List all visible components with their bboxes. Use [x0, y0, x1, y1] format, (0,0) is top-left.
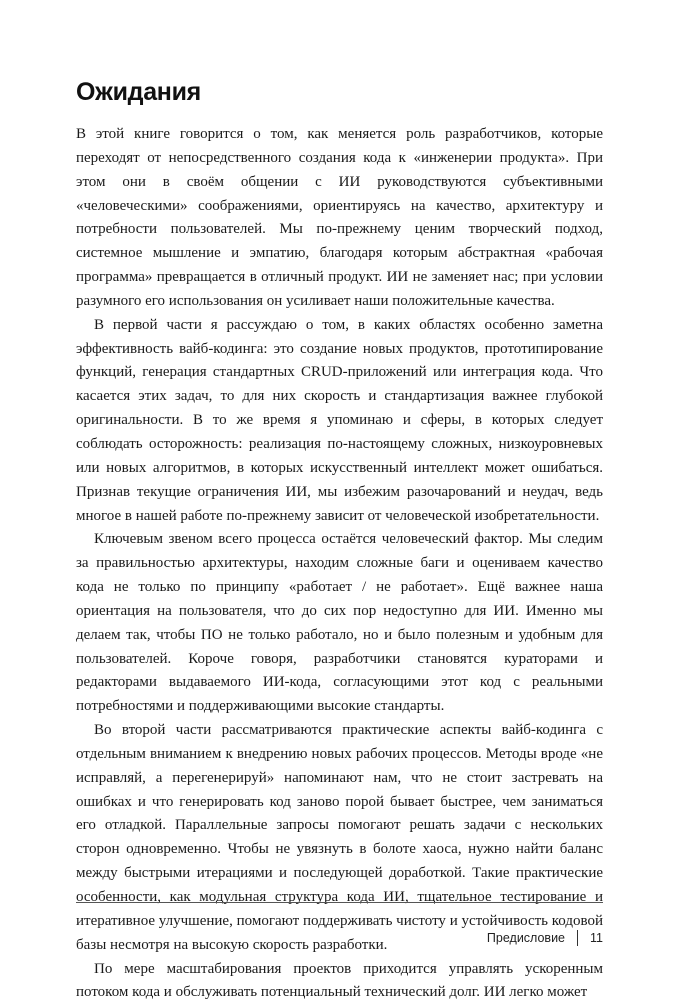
page-footer	[487, 930, 603, 946]
paragraph-2: В первой части я рассуждаю о том, в каких областях особенно заметна эффективность вайб-кодинга: это создание новых продуктов, прототипирование функций, генерация стандартных CRUD-приложений или интеграция кода. Что касается этих задач, то для них скорость и стандартизация важнее глубокой оригинальности. В то же время я упоминаю и сферы, в которых следует соблюдать осторожность: реализация по-настоящему сложных, низкоуровневых или новых алгоритмов, в которых искусственный интеллект может ошибаться. Признав текущие ограничения ИИ, мы избежим разочарований и неудач, ведь многое в нашей работе по-прежнему зависит от человеческой изобретательности.	[76, 316, 603, 524]
paragraph-5: По мере масштабирования проектов приходится управлять ускоренным потоком кода и обслуживать потенциальный технический долг. ИИ легко может	[76, 960, 603, 1001]
paragraph-4: Во второй части рассматриваются практические аспекты вайб-кодинга с отдельным вниманием к внедрению новых рабочих процессов. Методы вроде «не исправляй, а перегенерируй» напоминают нам, что не стоит застревать на ошибках и что генерировать код заново порой бывает быстрее, чем заниматься его отладкой. Параллельные запросы помогают решать задачи с нескольких сторон одновременно. Чтобы не увязнуть в болоте хаоса, нужно найти баланс между быстрыми итерациями и последующей доработкой. Такие практические особенности, как модульная структура кода ИИ, тщательное тестирование и итеративное улучшение, помогают поддерживать чистоту и устойчивость кодовой базы несмотря на высокую скорость разработки.	[76, 722, 603, 953]
footer-separator	[577, 930, 578, 946]
paragraph-3: Ключевым звеном всего процесса остаётся человеческий фактор. Мы следим за правильностью архитектуры, находим сложные баги и оцениваем качество кода не только по принципу «работает / не работает». Ещё важнее наша ориентация на пользователя, что до сих пор недоступно для ИИ. Именно мы делаем так, чтобы ПО не только работало, но и было полезным и удобным для пользователей. Короче говоря, разработчики становятся кураторами и редакторами выдаваемого ИИ-кода, согласующими этот код с реальными потребностями и поддерживающими высокие стандарты.	[76, 531, 603, 715]
body-text	[76, 123, 603, 1005]
footer-divider	[76, 902, 603, 903]
paragraph-1: В этой книге говорится о том, как меняется роль разработчиков, которые переходят от непосредственного создания кода к «инженерии продукта». При этом они в своём общении с ИИ руководствуются субъективными «человеческими» соображениями, ориентируясь на качество, архитектуру и потребности пользователей. Мы по-прежнему ценим творческий подход, системное мышление и эмпатию, благодаря которым абстрактная «рабочая программа» превращается в отличный продукт. ИИ не заменяет нас; при условии разумного его использования он усиливает наши положительные качества.	[76, 126, 603, 309]
footer-section-title: Предисловие	[486, 931, 566, 945]
page-number: 11	[590, 931, 603, 945]
section-heading: Ожидания	[76, 78, 201, 106]
